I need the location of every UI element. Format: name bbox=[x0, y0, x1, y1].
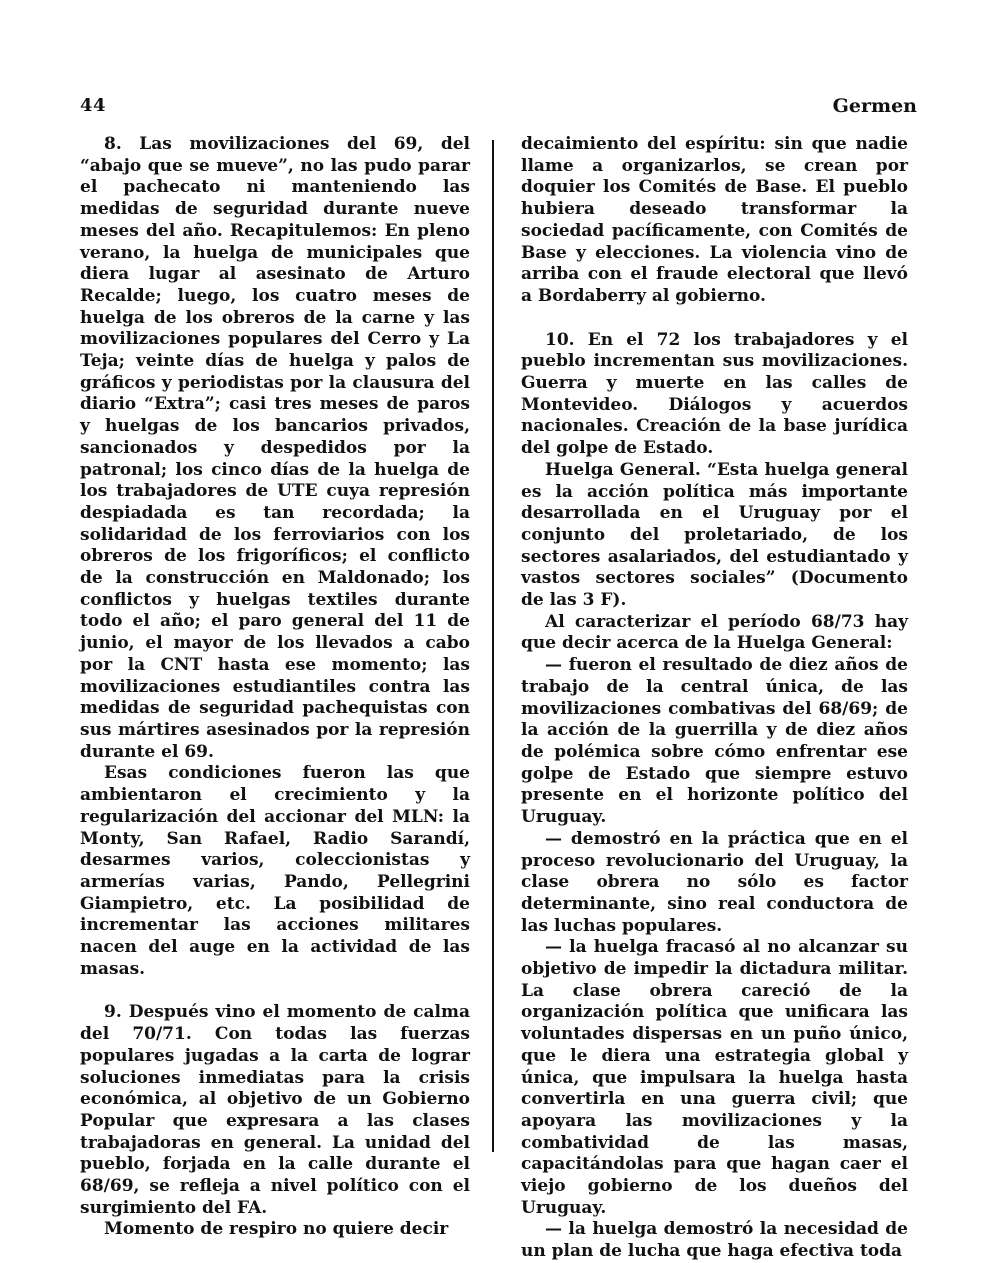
left-column bbox=[80, 134, 470, 1241]
paragraph-9: 9. Después vino el momento de calma del 70/71. Con todas las fuerzas populares jugadas a la carta de lograr soluciones inmediatas para la crisis económica, al objetivo de un Gobierno Popular que expresara a las clases trabajadoras en general. La unidad del pueblo, forjada en la calle durante el 68/69, se refleja a nivel político con el surgimiento del FA. bbox=[80, 1002, 470, 1218]
page-number: 44 bbox=[80, 95, 107, 116]
paragraph-respiro: Momento de respiro no quiere decir bbox=[104, 1219, 449, 1240]
paragraph-8: 8. Las movilizaciones del 69, del “abajo que se mueve”, no las pudo parar el pachecato ni manteniendo las medidas de seguridad durante nueve meses del año. Recapitulemos: En pleno verano, la huelga de municipales que diera lugar al asesinato de Arturo Recalde; luego, los cuatro meses de huelga de los obreros de la carne y las movilizaciones populares del Cerro y La Teja; veinte días de huelga y palos de gráficos y periodistas por la clausura del diario “Extra”; casi tres meses de paros y huelgas de los bancarios privados, sancionados y despedidos por la patronal; los cinco días de la huelga de los trabajadores de UTE cuya represión despiadada es tan recordada; la solidaridad de los ferroviarios con los obreros de los frigoríficos; el conflicto de la construcción en Maldonado; los conflictos y huelgas textiles durante todo el año; el paro general del 11 de junio, el mayor de los llevados a cabo por la CNT hasta ese momento; las movilizaciones estudiantiles contra las medidas de seguridad pachequistas con sus mártires asesinados por la represión durante el 69. bbox=[80, 134, 470, 762]
paragraph-dash-necesidad: — la huelga demostró la necesidad de un plan de lucha que haga efectiva toda bbox=[521, 1219, 908, 1262]
column-divider bbox=[492, 140, 494, 1152]
paragraph-mln-conditions: Esas condiciones fueron las que ambientaron el crecimiento y la regularización del accionar del MLN: la Monty, San Rafael, Radio Sarandí, desarmes varios, coleccionistas y armerías varias, Pando, Pellegrini Giampietro, etc. La posibilidad de incrementar las acciones militares nacen del auge en la actividad de las masas. bbox=[80, 763, 470, 979]
paragraph-10: 10. En el 72 los trabajadores y el pueblo incrementan sus movilizaciones. Guerra y muerte en las calles de Montevideo. Diálogos y acuerdos nacionales. Creación de la base jurídica del golpe de Estado. bbox=[521, 329, 908, 459]
right-column bbox=[521, 134, 908, 1263]
paragraph-dash-resultado: — fueron el resultado de diez años de trabajo de la central única, de las movilizaciones combativas del 68/69; de la acción de la guerrilla y de diez años de polémica sobre cómo enfrentar ese golpe de Estado que siempre estuvo presente en el horizonte político del Uruguay. bbox=[521, 655, 908, 828]
paragraph-caracterizar: Al caracterizar el período 68/73 hay que decir acerca de la Huelga General: bbox=[521, 611, 908, 654]
paragraph-dash-demostro: — demostró en la práctica que en el proceso revolucionario del Uruguay, la clase obrera no sólo es factor determinante, sino real conductora de las luchas populares. bbox=[521, 828, 908, 936]
running-head: Germen bbox=[832, 95, 917, 117]
paragraph-dash-fracaso: — la huelga fracasó al no alcanzar su objetivo de impedir la dictadura militar. La clase obrera careció de la organización política que unificara las voluntades dispersas en un puño único, que le diera una estrategia global y única, que impulsara la huelga hasta convertirla en una guerra civil; que apoyara las movilizaciones y la combatividad de las masas, capacitándolas para que hagan caer el viejo gobierno de los dueños del Uruguay. bbox=[521, 937, 908, 1218]
paragraph-huelga-general: Huelga General. “Esta huelga general es la acción política más importante desarrollada en el Uruguay por el conjunto del proletariado, de los sectores asalariados, del estudiantado y vastos sectores sociales” (Documento de las 3 F). bbox=[521, 459, 908, 611]
paragraph-decaimiento: decaimiento del espíritu: sin que nadie llame a organizarlos, se crean por doquier los Comités de Base. El pueblo hubiera deseado transformar la sociedad pacíficamente, con Comités de Base y elecciones. La violencia vino de arriba con el fraude electoral que llevó a Bordaberry al gobierno. bbox=[521, 134, 908, 306]
